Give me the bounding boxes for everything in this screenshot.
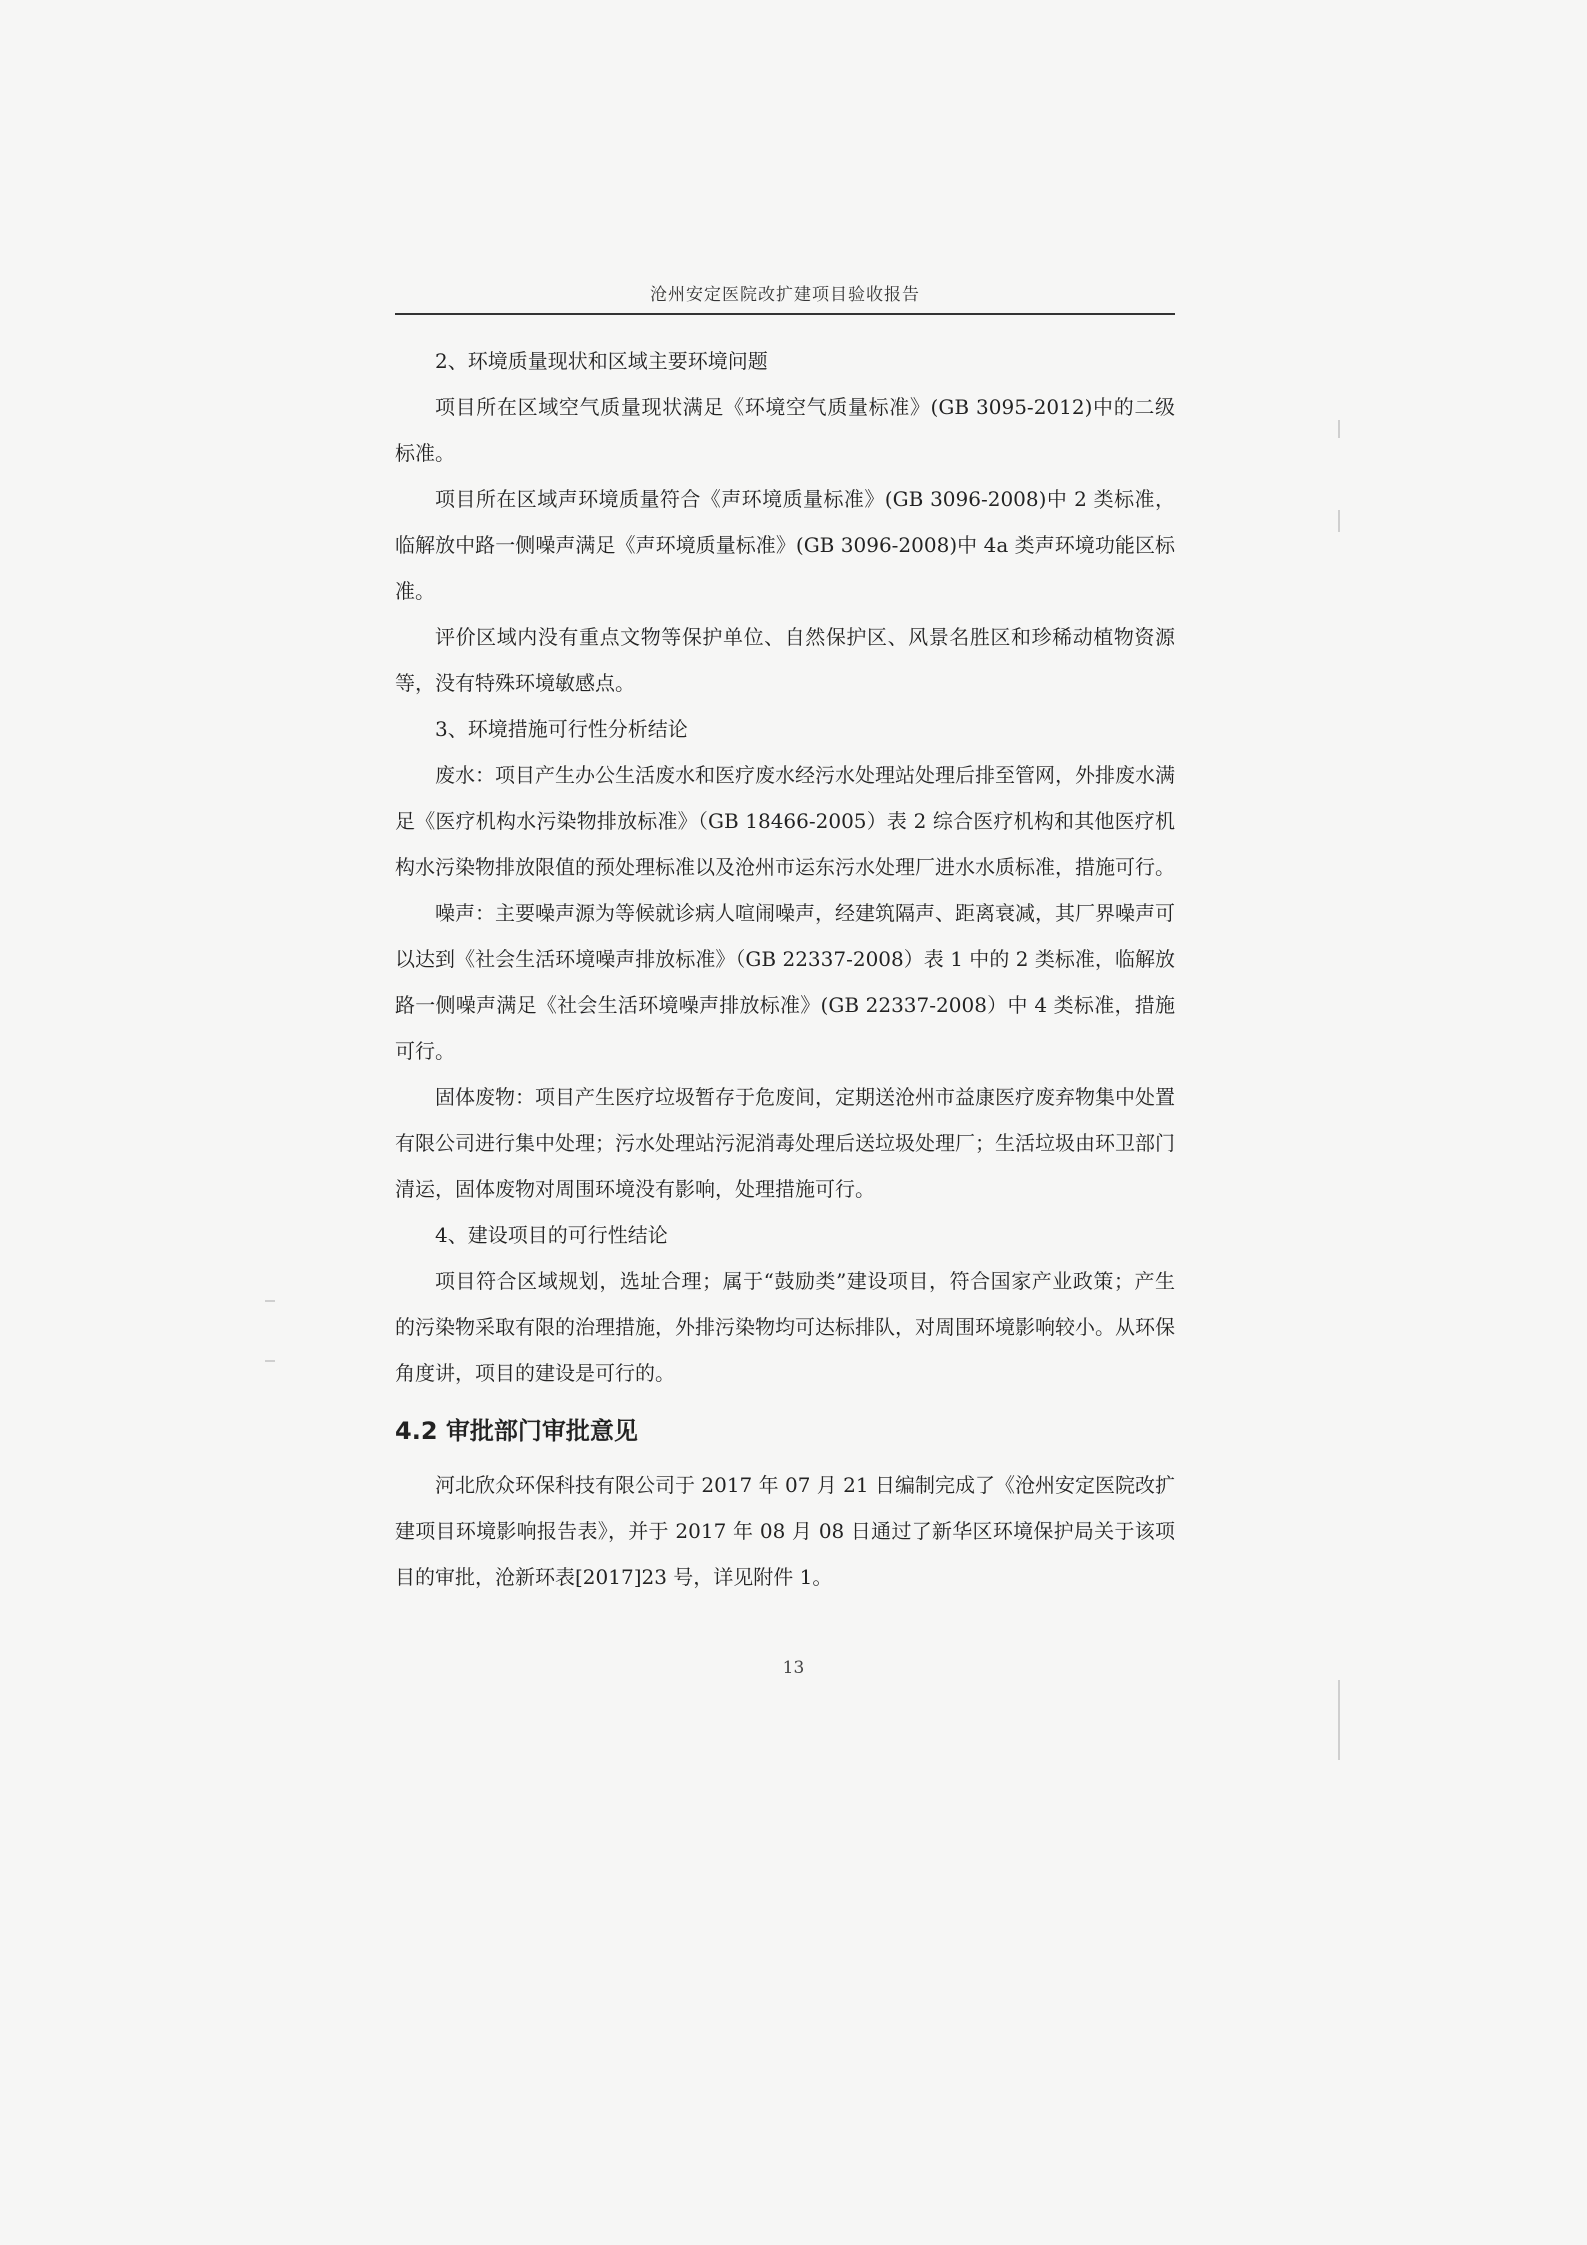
- paragraph: 项目符合区域规划，选址合理；属于“鼓励类”建设项目，符合国家产业政策；产生的污染物采取有限的治理措施，外排污染物均可达标排队，对周围环境影响较小。从环保角度讲，项目的建设是可行的。: [395, 1269, 1175, 1385]
- scan-edge-mark: [1338, 420, 1340, 438]
- paragraph: 噪声：主要噪声源为等候就诊病人喧闹噪声，经建筑隔声、距离衰减，其厂界噪声可以达到《社会生活环境噪声排放标准》（GB 22337-2008）表 1 中的 2 类标准，临解放路一侧噪声满足《社会生活环境噪声排放标准》(GB 22337-2008）中 4 类标准，措施可行。: [395, 901, 1175, 1063]
- subheading-4: 4、建设项目的可行性结论: [435, 1223, 668, 1247]
- scan-edge-mark: [265, 1360, 275, 1362]
- paragraph: 废水：项目产生办公生活废水和医疗废水经污水处理站处理后排至管网，外排废水满足《医疗机构水污染物排放标准》（GB 18466-2005）表 2 综合医疗机构和其他医疗机构水污染物排放限值的预处理标准以及沧州市运东污水处理厂进水水质标准，措施可行。: [395, 763, 1175, 879]
- scan-edge-mark: [1338, 1680, 1340, 1760]
- subheading-2: 2、环境质量现状和区域主要环境问题: [435, 349, 768, 373]
- paragraph: 固体废物：项目产生医疗垃圾暂存于危废间，定期送沧州市益康医疗废弃物集中处置有限公司进行集中处理；污水处理站污泥消毒处理后送垃圾处理厂；生活垃圾由环卫部门清运，固体废物对周围环境没有影响，处理措施可行。: [395, 1085, 1175, 1201]
- paragraph: 项目所在区域声环境质量符合《声环境质量标准》(GB 3096-2008)中 2 类标准，临解放中路一侧噪声满足《声环境质量标准》(GB 3096-2008)中 4a 类声环境功能区标准。: [395, 487, 1175, 603]
- scan-edge-mark: [265, 1300, 275, 1302]
- paragraph: 项目所在区域空气质量现状满足《环境空气质量标准》(GB 3095-2012)中的二级标准。: [395, 395, 1175, 465]
- page-number: 13: [782, 1658, 805, 1678]
- page-body: [395, 338, 1175, 1600]
- paragraph: 河北欣众环保科技有限公司于 2017 年 07 月 21 日编制完成了《沧州安定医院改扩建项目环境影响报告表》，并于 2017 年 08 月 08 日通过了新华区环境保护局关于该项目的审批，沧新环表[2017]23 号，详见附件 1。: [395, 1473, 1175, 1589]
- running-header: 沧州安定医院改扩建项目验收报告: [395, 280, 1175, 315]
- section-heading-4-2: 4.2 审批部门审批意见: [395, 1417, 638, 1445]
- paragraph: 评价区域内没有重点文物等保护单位、自然保护区、风景名胜区和珍稀动植物资源等，没有特殊环境敏感点。: [395, 625, 1175, 695]
- scan-edge-mark: [1338, 510, 1340, 532]
- subheading-3: 3、环境措施可行性分析结论: [435, 717, 688, 741]
